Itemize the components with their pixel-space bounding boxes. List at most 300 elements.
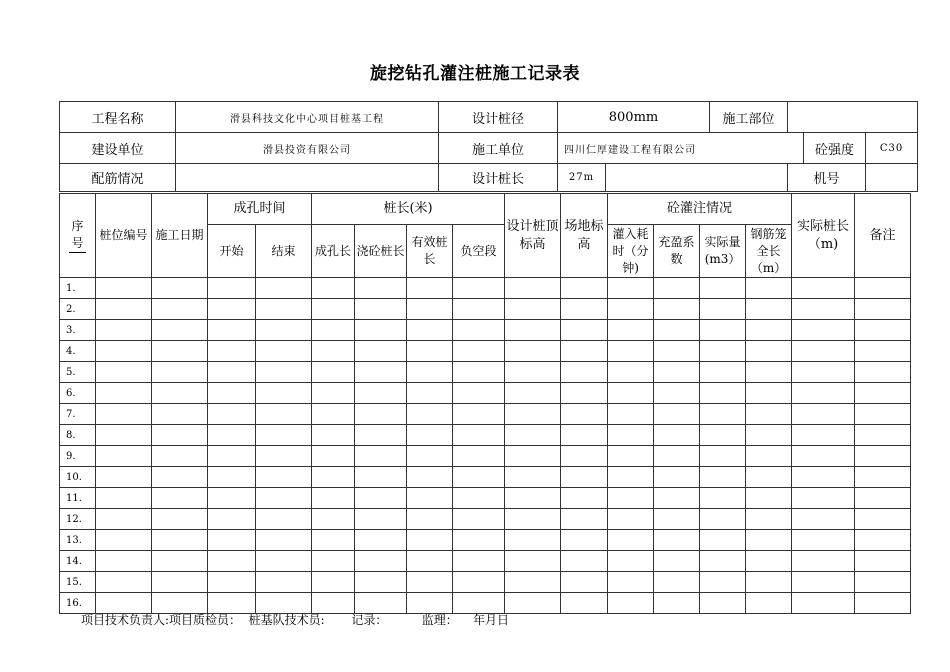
table-cell[interactable] xyxy=(505,467,561,488)
table-cell[interactable] xyxy=(700,446,746,467)
table-cell[interactable] xyxy=(152,446,208,467)
table-cell[interactable] xyxy=(505,278,561,299)
table-cell[interactable] xyxy=(407,278,453,299)
table-cell[interactable] xyxy=(792,467,855,488)
table-cell[interactable] xyxy=(407,341,453,362)
table-cell[interactable] xyxy=(453,509,505,530)
table-row xyxy=(60,362,911,383)
table-cell[interactable] xyxy=(407,362,453,383)
table-cell[interactable] xyxy=(453,572,505,593)
table-cell[interactable] xyxy=(561,404,608,425)
table-cell[interactable] xyxy=(96,530,152,551)
table-cell[interactable] xyxy=(855,509,911,530)
seq-header-top: 序 xyxy=(71,219,84,233)
row-index: 12. xyxy=(60,509,96,530)
table-cell[interactable] xyxy=(152,551,208,572)
table-cell[interactable] xyxy=(355,383,407,404)
table-cell[interactable] xyxy=(505,404,561,425)
table-cell[interactable] xyxy=(312,383,355,404)
row-index: 5. xyxy=(60,362,96,383)
table-cell[interactable] xyxy=(700,404,746,425)
table-cell[interactable] xyxy=(208,488,256,509)
table-cell[interactable] xyxy=(256,488,312,509)
table-cell[interactable] xyxy=(256,509,312,530)
table-cell[interactable] xyxy=(792,530,855,551)
table-row xyxy=(60,341,911,362)
table-cell[interactable] xyxy=(700,572,746,593)
table-cell[interactable] xyxy=(700,551,746,572)
table-cell[interactable] xyxy=(256,551,312,572)
table-cell[interactable] xyxy=(792,383,855,404)
table-cell[interactable] xyxy=(453,341,505,362)
table-cell[interactable] xyxy=(608,593,654,614)
table-cell[interactable] xyxy=(208,509,256,530)
table-cell[interactable] xyxy=(152,299,208,320)
table-row xyxy=(60,572,911,593)
table-cell[interactable] xyxy=(654,341,700,362)
table-cell[interactable] xyxy=(608,341,654,362)
table-cell[interactable] xyxy=(355,341,407,362)
table-cell[interactable] xyxy=(355,572,407,593)
table-cell[interactable] xyxy=(792,425,855,446)
table-cell[interactable] xyxy=(608,425,654,446)
table-cell[interactable] xyxy=(453,362,505,383)
table-cell[interactable] xyxy=(505,509,561,530)
table-cell[interactable] xyxy=(855,467,911,488)
table-cell[interactable] xyxy=(152,467,208,488)
table-cell[interactable] xyxy=(746,278,792,299)
table-cell[interactable] xyxy=(608,551,654,572)
table-cell[interactable] xyxy=(96,299,152,320)
table-cell[interactable] xyxy=(407,572,453,593)
table-cell[interactable] xyxy=(407,467,453,488)
table-cell[interactable] xyxy=(561,278,608,299)
table-cell[interactable] xyxy=(505,572,561,593)
project-info-table xyxy=(59,101,918,192)
table-cell[interactable] xyxy=(654,551,700,572)
table-cell[interactable] xyxy=(855,278,911,299)
table-cell[interactable] xyxy=(792,299,855,320)
row-index: 1. xyxy=(60,278,96,299)
table-cell[interactable] xyxy=(792,404,855,425)
table-cell[interactable] xyxy=(208,383,256,404)
table-cell[interactable] xyxy=(561,299,608,320)
table-cell[interactable] xyxy=(355,278,407,299)
table-cell[interactable] xyxy=(152,362,208,383)
table-cell[interactable] xyxy=(453,425,505,446)
table-cell[interactable] xyxy=(855,320,911,341)
row-index: 7. xyxy=(60,404,96,425)
table-cell[interactable] xyxy=(792,278,855,299)
table-cell[interactable] xyxy=(654,446,700,467)
table-cell[interactable] xyxy=(208,425,256,446)
table-cell[interactable] xyxy=(746,488,792,509)
table-cell[interactable] xyxy=(746,509,792,530)
table-cell[interactable] xyxy=(505,299,561,320)
table-cell[interactable] xyxy=(152,278,208,299)
table-cell[interactable] xyxy=(505,425,561,446)
table-cell[interactable] xyxy=(792,320,855,341)
table-cell[interactable] xyxy=(152,341,208,362)
row-index: 15. xyxy=(60,572,96,593)
table-cell[interactable] xyxy=(256,299,312,320)
table-cell[interactable] xyxy=(355,362,407,383)
table-cell[interactable] xyxy=(746,320,792,341)
table-cell[interactable] xyxy=(208,362,256,383)
table-cell[interactable] xyxy=(654,362,700,383)
table-cell[interactable] xyxy=(792,446,855,467)
table-cell[interactable] xyxy=(256,278,312,299)
table-cell[interactable] xyxy=(152,425,208,446)
table-cell[interactable] xyxy=(746,299,792,320)
table-cell[interactable] xyxy=(312,488,355,509)
rebar-value xyxy=(176,164,439,192)
table-cell[interactable] xyxy=(355,509,407,530)
table-cell[interactable] xyxy=(855,425,911,446)
table-cell[interactable] xyxy=(96,425,152,446)
table-row xyxy=(60,320,911,341)
table-cell[interactable] xyxy=(453,320,505,341)
table-cell[interactable] xyxy=(792,509,855,530)
table-cell[interactable] xyxy=(654,383,700,404)
table-cell[interactable] xyxy=(608,488,654,509)
table-cell[interactable] xyxy=(608,509,654,530)
table-cell[interactable] xyxy=(453,404,505,425)
table-row xyxy=(60,278,911,299)
row-index: 2. xyxy=(60,299,96,320)
table-cell[interactable] xyxy=(96,572,152,593)
table-cell[interactable] xyxy=(505,488,561,509)
pile-length-header: 桩长(米) xyxy=(312,194,505,225)
table-cell[interactable] xyxy=(654,425,700,446)
table-cell[interactable] xyxy=(792,488,855,509)
design-length-label: 设计桩长 xyxy=(439,164,558,192)
table-cell[interactable] xyxy=(96,362,152,383)
table-cell[interactable] xyxy=(312,278,355,299)
table-cell[interactable] xyxy=(453,446,505,467)
table-cell[interactable] xyxy=(453,530,505,551)
table-cell[interactable] xyxy=(96,278,152,299)
table-cell[interactable] xyxy=(505,341,561,362)
table-cell[interactable] xyxy=(654,467,700,488)
table-cell[interactable] xyxy=(208,530,256,551)
table-cell[interactable] xyxy=(312,551,355,572)
row-index: 8. xyxy=(60,425,96,446)
table-cell[interactable] xyxy=(855,530,911,551)
table-cell[interactable] xyxy=(855,404,911,425)
table-cell[interactable] xyxy=(256,530,312,551)
table-cell[interactable] xyxy=(561,488,608,509)
table-cell[interactable] xyxy=(407,446,453,467)
table-cell[interactable] xyxy=(700,320,746,341)
table-cell[interactable] xyxy=(407,551,453,572)
empty-section-header: 负空段 xyxy=(453,225,505,278)
table-cell[interactable] xyxy=(355,425,407,446)
table-cell[interactable] xyxy=(654,278,700,299)
table-cell[interactable] xyxy=(152,383,208,404)
table-cell[interactable] xyxy=(700,383,746,404)
table-cell[interactable] xyxy=(700,509,746,530)
table-cell[interactable] xyxy=(208,299,256,320)
pile-no-header: 桩位编号 xyxy=(96,194,152,278)
table-cell[interactable] xyxy=(355,299,407,320)
table-cell[interactable] xyxy=(453,551,505,572)
table-cell[interactable] xyxy=(608,572,654,593)
design-length-blank xyxy=(606,164,788,192)
table-row xyxy=(60,467,911,488)
table-cell[interactable] xyxy=(505,362,561,383)
table-cell[interactable] xyxy=(407,488,453,509)
table-cell[interactable] xyxy=(746,467,792,488)
table-cell[interactable] xyxy=(312,404,355,425)
table-cell[interactable] xyxy=(407,320,453,341)
table-cell[interactable] xyxy=(355,320,407,341)
table-cell[interactable] xyxy=(256,446,312,467)
table-cell[interactable] xyxy=(855,551,911,572)
table-cell[interactable] xyxy=(312,446,355,467)
table-cell[interactable] xyxy=(208,278,256,299)
table-cell[interactable] xyxy=(152,530,208,551)
table-cell[interactable] xyxy=(608,446,654,467)
table-cell[interactable] xyxy=(700,530,746,551)
rebar-label: 配筋情况 xyxy=(60,164,176,192)
table-cell[interactable] xyxy=(355,404,407,425)
builder-value: 滑县投资有限公司 xyxy=(176,133,439,164)
table-cell[interactable] xyxy=(256,572,312,593)
table-cell[interactable] xyxy=(561,383,608,404)
contractor-label: 施工单位 xyxy=(439,133,558,164)
table-cell[interactable] xyxy=(208,404,256,425)
table-cell[interactable] xyxy=(746,446,792,467)
design-top-header: 设计桩顶标高 xyxy=(505,194,561,278)
table-cell[interactable] xyxy=(792,572,855,593)
table-cell[interactable] xyxy=(608,530,654,551)
table-cell[interactable] xyxy=(855,572,911,593)
table-cell[interactable] xyxy=(312,320,355,341)
design-diameter-label: 设计桩径 xyxy=(439,102,558,133)
hole-length-header: 成孔长 xyxy=(312,225,355,278)
table-cell[interactable] xyxy=(561,425,608,446)
table-cell[interactable] xyxy=(654,593,700,614)
table-cell[interactable] xyxy=(561,509,608,530)
table-cell[interactable] xyxy=(746,362,792,383)
table-cell[interactable] xyxy=(792,341,855,362)
table-cell[interactable] xyxy=(152,509,208,530)
page-title: 旋挖钻孔灌注桩施工记录表 xyxy=(370,64,580,84)
table-cell[interactable] xyxy=(407,299,453,320)
table-cell[interactable] xyxy=(96,509,152,530)
table-cell[interactable] xyxy=(312,341,355,362)
row-index: 13. xyxy=(60,530,96,551)
table-cell[interactable] xyxy=(208,446,256,467)
table-cell[interactable] xyxy=(256,467,312,488)
table-cell[interactable] xyxy=(256,383,312,404)
table-cell[interactable] xyxy=(256,425,312,446)
table-cell[interactable] xyxy=(700,593,746,614)
table-cell[interactable] xyxy=(407,383,453,404)
table-cell[interactable] xyxy=(256,341,312,362)
table-cell[interactable] xyxy=(855,299,911,320)
table-cell[interactable] xyxy=(407,509,453,530)
table-cell[interactable] xyxy=(561,446,608,467)
table-cell[interactable] xyxy=(700,362,746,383)
table-cell[interactable] xyxy=(152,404,208,425)
table-cell[interactable] xyxy=(608,299,654,320)
table-cell[interactable] xyxy=(654,299,700,320)
table-cell[interactable] xyxy=(746,341,792,362)
table-cell[interactable] xyxy=(96,383,152,404)
table-cell[interactable] xyxy=(746,530,792,551)
table-cell[interactable] xyxy=(453,488,505,509)
table-cell[interactable] xyxy=(792,362,855,383)
table-cell[interactable] xyxy=(96,488,152,509)
drill-time-header: 成孔时间 xyxy=(208,194,312,225)
table-cell[interactable] xyxy=(746,404,792,425)
row-index: 16. xyxy=(60,593,96,614)
table-cell[interactable] xyxy=(746,425,792,446)
row-index: 10. xyxy=(60,467,96,488)
concrete-pour-header: 砼灌注情况 xyxy=(608,194,792,225)
table-cell[interactable] xyxy=(453,299,505,320)
actual-pile-length-header: 实际桩长（m) xyxy=(792,194,855,278)
table-cell[interactable] xyxy=(654,530,700,551)
table-cell[interactable] xyxy=(561,530,608,551)
table-row xyxy=(60,404,911,425)
table-cell[interactable] xyxy=(561,341,608,362)
table-cell[interactable] xyxy=(561,362,608,383)
table-cell[interactable] xyxy=(152,488,208,509)
table-cell[interactable] xyxy=(407,530,453,551)
table-cell[interactable] xyxy=(855,362,911,383)
table-cell[interactable] xyxy=(746,551,792,572)
table-cell[interactable] xyxy=(96,341,152,362)
table-cell[interactable] xyxy=(505,446,561,467)
table-cell[interactable] xyxy=(700,341,746,362)
table-cell[interactable] xyxy=(505,593,561,614)
table-cell[interactable] xyxy=(608,404,654,425)
table-cell[interactable] xyxy=(312,362,355,383)
table-cell[interactable] xyxy=(746,383,792,404)
table-cell[interactable] xyxy=(453,278,505,299)
table-cell[interactable] xyxy=(256,404,312,425)
table-cell[interactable] xyxy=(855,488,911,509)
table-cell[interactable] xyxy=(654,488,700,509)
table-cell[interactable] xyxy=(505,320,561,341)
row-index: 9. xyxy=(60,446,96,467)
table-cell[interactable] xyxy=(608,467,654,488)
table-cell[interactable] xyxy=(407,425,453,446)
table-cell[interactable] xyxy=(208,467,256,488)
seq-header-bottom: 号 xyxy=(69,235,85,253)
design-diameter-value: 800mm xyxy=(558,102,710,133)
table-cell[interactable] xyxy=(561,320,608,341)
table-row xyxy=(60,530,911,551)
table-cell[interactable] xyxy=(855,593,911,614)
table-cell[interactable] xyxy=(792,551,855,572)
table-cell[interactable] xyxy=(96,320,152,341)
table-cell[interactable] xyxy=(453,467,505,488)
row-index: 3. xyxy=(60,320,96,341)
pour-time-header: 灌入耗时（分钟) xyxy=(608,225,654,278)
table-cell[interactable] xyxy=(355,551,407,572)
table-cell[interactable] xyxy=(654,509,700,530)
table-cell[interactable] xyxy=(96,446,152,467)
table-cell[interactable] xyxy=(700,488,746,509)
site-elev-header: 场地标高 xyxy=(561,194,608,278)
table-cell[interactable] xyxy=(561,572,608,593)
table-cell[interactable] xyxy=(355,488,407,509)
table-row xyxy=(60,425,911,446)
table-cell[interactable] xyxy=(746,572,792,593)
table-cell[interactable] xyxy=(312,509,355,530)
table-cell[interactable] xyxy=(792,593,855,614)
end-header: 结束 xyxy=(256,225,312,278)
table-cell[interactable] xyxy=(208,320,256,341)
row-index: 6. xyxy=(60,383,96,404)
table-cell[interactable] xyxy=(96,404,152,425)
table-cell[interactable] xyxy=(96,467,152,488)
table-cell[interactable] xyxy=(608,320,654,341)
table-cell[interactable] xyxy=(561,551,608,572)
table-cell[interactable] xyxy=(855,383,911,404)
table-cell[interactable] xyxy=(355,446,407,467)
table-cell[interactable] xyxy=(312,467,355,488)
table-cell[interactable] xyxy=(855,446,911,467)
table-cell[interactable] xyxy=(407,404,453,425)
start-header: 开始 xyxy=(208,225,256,278)
table-cell[interactable] xyxy=(312,299,355,320)
table-cell[interactable] xyxy=(746,593,792,614)
row-index: 14. xyxy=(60,551,96,572)
signature-footer: 项目技术负责人:项目质检员： 桩基队技术员: 记录： 监理： 年月日 xyxy=(81,613,510,627)
table-cell[interactable] xyxy=(152,572,208,593)
table-cell[interactable] xyxy=(700,425,746,446)
table-cell[interactable] xyxy=(453,383,505,404)
table-cell[interactable] xyxy=(654,572,700,593)
table-cell[interactable] xyxy=(608,383,654,404)
table-cell[interactable] xyxy=(700,278,746,299)
table-cell[interactable] xyxy=(208,341,256,362)
table-cell[interactable] xyxy=(256,320,312,341)
table-cell[interactable] xyxy=(700,467,746,488)
table-cell[interactable] xyxy=(505,530,561,551)
table-cell[interactable] xyxy=(312,425,355,446)
table-cell[interactable] xyxy=(505,383,561,404)
table-cell[interactable] xyxy=(608,278,654,299)
table-cell[interactable] xyxy=(561,467,608,488)
machine-no-value xyxy=(866,164,918,192)
table-cell[interactable] xyxy=(152,320,208,341)
table-cell[interactable] xyxy=(256,362,312,383)
table-cell[interactable] xyxy=(505,551,561,572)
table-cell[interactable] xyxy=(312,572,355,593)
construction-part-label: 施工部位 xyxy=(710,102,788,133)
builder-label: 建设单位 xyxy=(60,133,176,164)
table-cell[interactable] xyxy=(700,299,746,320)
table-cell[interactable] xyxy=(608,362,654,383)
table-cell[interactable] xyxy=(355,467,407,488)
table-cell[interactable] xyxy=(312,530,355,551)
construction-part-value xyxy=(788,102,918,133)
table-cell[interactable] xyxy=(208,551,256,572)
table-cell[interactable] xyxy=(654,404,700,425)
table-cell[interactable] xyxy=(654,320,700,341)
table-cell[interactable] xyxy=(96,551,152,572)
table-cell[interactable] xyxy=(208,572,256,593)
table-cell[interactable] xyxy=(355,530,407,551)
table-cell[interactable] xyxy=(855,341,911,362)
table-cell[interactable] xyxy=(561,593,608,614)
